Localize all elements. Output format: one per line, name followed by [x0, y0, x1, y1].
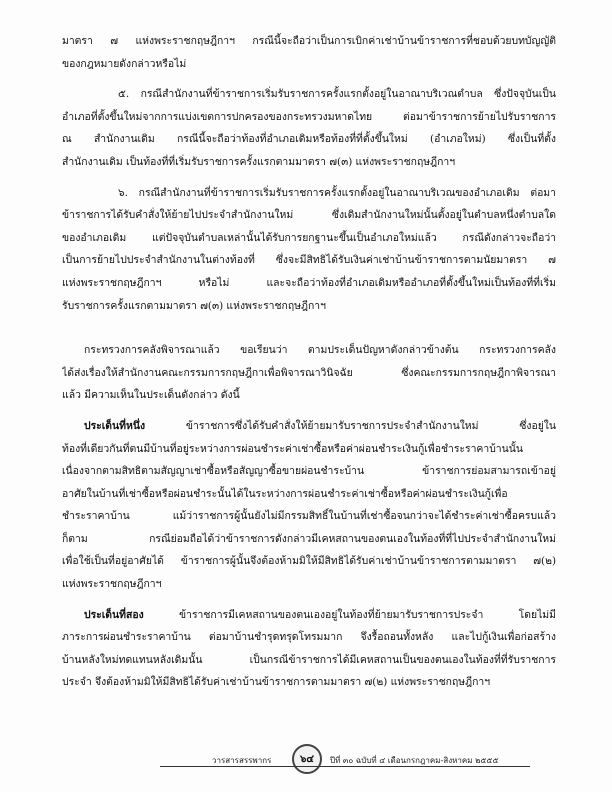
intro-paragraph — [62, 30, 556, 75]
text-line: ๕. กรณีสำนักงานที่ข้าราชการเริ่มรับราชการครั้งแรกตั้งอยู่ในอาณาบริเวณตำบล ซึ่งปัจจุบันเป็น — [118, 88, 556, 101]
text-line — [62, 415, 556, 438]
text-line: กระทรวงการคลังพิจารณาแล้ว ขอเรียนว่า ตามประเด็นปัญหาดังกล่าวข้างต้น กระทรวงการคลัง — [84, 344, 556, 357]
journal-name: วารสารสรรพากร — [212, 756, 272, 765]
text-line: เพื่อใช้เป็นที่อยู่อาศัยได้ ข้าราชการผู้นั้นจึงต้องห้ามมิให้มีสิทธิได้รับค่าเช่าบ้านข้าราชการตามมาตรา ๗(๒) — [62, 555, 556, 568]
paragraph-5 — [62, 83, 556, 173]
issue-1-paragraph — [62, 415, 556, 596]
document-body — [62, 30, 556, 694]
text-line: เป็นการย้ายไปประจำสำนักงานในต่างท้องที่ ซึ่งจะมีสิทธิได้รับเงินค่าเช่าบ้านข้าราชการตามนัยมาตรา ๗ — [62, 254, 556, 267]
text-line: ข้าราชการได้รับคำสั่งให้ย้ายไปประจำสำนักงานใหม่ ซึ่งเดิมสำนักงานใหม่นั้นตั้งอยู่ในตำบลหนึ่งตำบลใด — [62, 209, 556, 222]
text-line: บ้านหลังใหม่ทดแทนหลังเดิมนั้น เป็นกรณีข้าราชการได้มีเคหสถานเป็นของตนเองในท้องที่ที่รับราชการ — [62, 653, 556, 666]
issue-2-first-line-text: ข้าราชการมีเคหสถานของตนเองอยู่ในท้องที่ย้ายมารับราชการประจำ โดยไม่มี — [143, 608, 556, 621]
text-line: ภาระการผ่อนชำระราคาบ้าน ต่อมาบ้านชำรุดทรุดโทรมมาก จึงรื้อถอนทั้งหลัง และไปกู้เงินเพื่อก่อสร้าง — [62, 631, 556, 644]
page-footer — [160, 744, 550, 774]
text-line: แห่งพระราชกฤษฎีกาฯ หรือไม่ และจะถือว่าท้องที่อำเภอเดิมหรืออำเภอที่ตั้งขึ้นใหม่เป็นท้องที่ที่เริ่ม — [62, 276, 556, 289]
page-number: ๖๔ — [300, 753, 314, 765]
text-line: ของกฎหมายดังกล่าวหรือไม่ — [62, 57, 187, 70]
text-line: แล้ว มีความเห็นในประเด็นดังกล่าว ดังนี้ — [62, 389, 240, 402]
footer-divider — [160, 766, 530, 767]
issue-info: ปีที่ ๓๐ ฉบับที่ ๔ เดือนกรกฎาคม-สิงหาคม ๒๕๕๕ — [330, 756, 499, 765]
issue-1-heading: ประเด็นที่หนึ่ง — [84, 419, 146, 432]
text-line: แห่งพระราชกฤษฎีกาฯ — [62, 578, 162, 591]
text-line: ท้องที่เดียวกันที่ตนมีบ้านที่อยู่ระหว่างการผ่อนชำระค่าเช่าซื้อหรือค่าผ่อนชำระเงินกู้เพื่อชำระราคาบ้านนั้น — [62, 442, 523, 455]
text-line: อาศัยในบ้านที่เช่าซื้อหรือผ่อนชำระนั้นได้ในระหว่างการผ่อนชำระค่าเช่าซื้อหรือค่าผ่อนชำระเงินกู้เพื่อ — [62, 487, 508, 500]
issue-2-paragraph — [62, 604, 556, 694]
text-line: ณ สำนักงานเดิม กรณีนี้จะถือว่าท้องที่อำเภอเดิมหรือท้องที่ที่ตั้งขึ้นใหม่ (อำเภอใหม่) ซึ่งเป็นที่ตั้ง — [62, 133, 556, 146]
text-line: รับราชการครั้งแรกตามมาตรา ๗(๓) แห่งพระราชกฤษฎีกาฯ — [62, 299, 326, 312]
text-line: สำนักงานเดิม เป็นท้องที่ที่เริ่มรับราชการครั้งแรกตามมาตรา ๗(๓) แห่งพระราชกฤษฎีกาฯ — [62, 155, 456, 168]
paragraph-6 — [62, 182, 556, 318]
page-number-badge — [292, 744, 322, 774]
text-line — [62, 604, 556, 627]
text-line: เนื่องจากตามสิทธิตามสัญญาเช่าซื้อหรือสัญญาซื้อขายผ่อนชำระบ้าน ข้าราชการย่อมสามารถเข้าอยู่ — [62, 465, 556, 478]
text-line: ประจำ จึงต้องห้ามมิให้มีสิทธิได้รับค่าเช่าบ้านข้าราชการตามมาตรา ๗(๒) แห่งพระราชกฤษฎีกาฯ — [62, 676, 491, 689]
text-line: ก็ตาม กรณีย่อมถือได้ว่าข้าราชการดังกล่าวมีเคหสถานของตนเองในท้องที่ที่ไปประจำสำนักงานใหม่ — [62, 532, 556, 545]
text-line: ๖. กรณีสำนักงานที่ข้าราชการเริ่มรับราชการครั้งแรกตั้งอยู่ในอาณาบริเวณของอำเภอเดิม ต่อมา — [118, 186, 556, 199]
text-line: ได้ส่งเรื่องให้สำนักงานคณะกรรมการกฤษฎีกาเพื่อพิจารณาวินิจฉัย ซึ่งคณะกรรมการกฤษฎีกาพิจารณา — [62, 366, 556, 379]
text-line: อำเภอที่ตั้งขึ้นใหม่จากการแบ่งเขตการปกครองของกระทรวงมหาดไทย ต่อมาข้าราชการย้ายไปรับราชการ — [62, 110, 556, 123]
text-line: ของอำเภอเดิม แต่ปัจจุบันตำบลเหล่านั้นได้รับการยกฐานะขึ้นเป็นอำเภอใหม่แล้ว กรณีดังกล่าวจะถือว่า — [62, 231, 556, 244]
issue-1-first-line-text: ข้าราชการซึ่งได้รับคำสั่งให้ย้ายมารับราชการประจำสำนักงานใหม่ ซึ่งอยู่ใน — [145, 419, 556, 432]
text-line: ชำระราคาบ้าน แม้ว่าราชการผู้นั้นยังไม่มีกรรมสิทธิ์ในบ้านที่เช่าซื้อจนกว่าจะได้ชำระค่าเช่าซื้อครบแล้ว — [62, 510, 556, 523]
text-line: มาตรา ๗ แห่งพระราชกฤษฎีกาฯ กรณีนี้จะถือว่าเป็นการเบิกค่าเช่าบ้านข้าราชการที่ชอบด้วยบทบัญญัติ — [62, 35, 556, 47]
issue-2-heading: ประเด็นที่สอง — [84, 608, 144, 621]
ministry-response-paragraph — [62, 339, 556, 407]
